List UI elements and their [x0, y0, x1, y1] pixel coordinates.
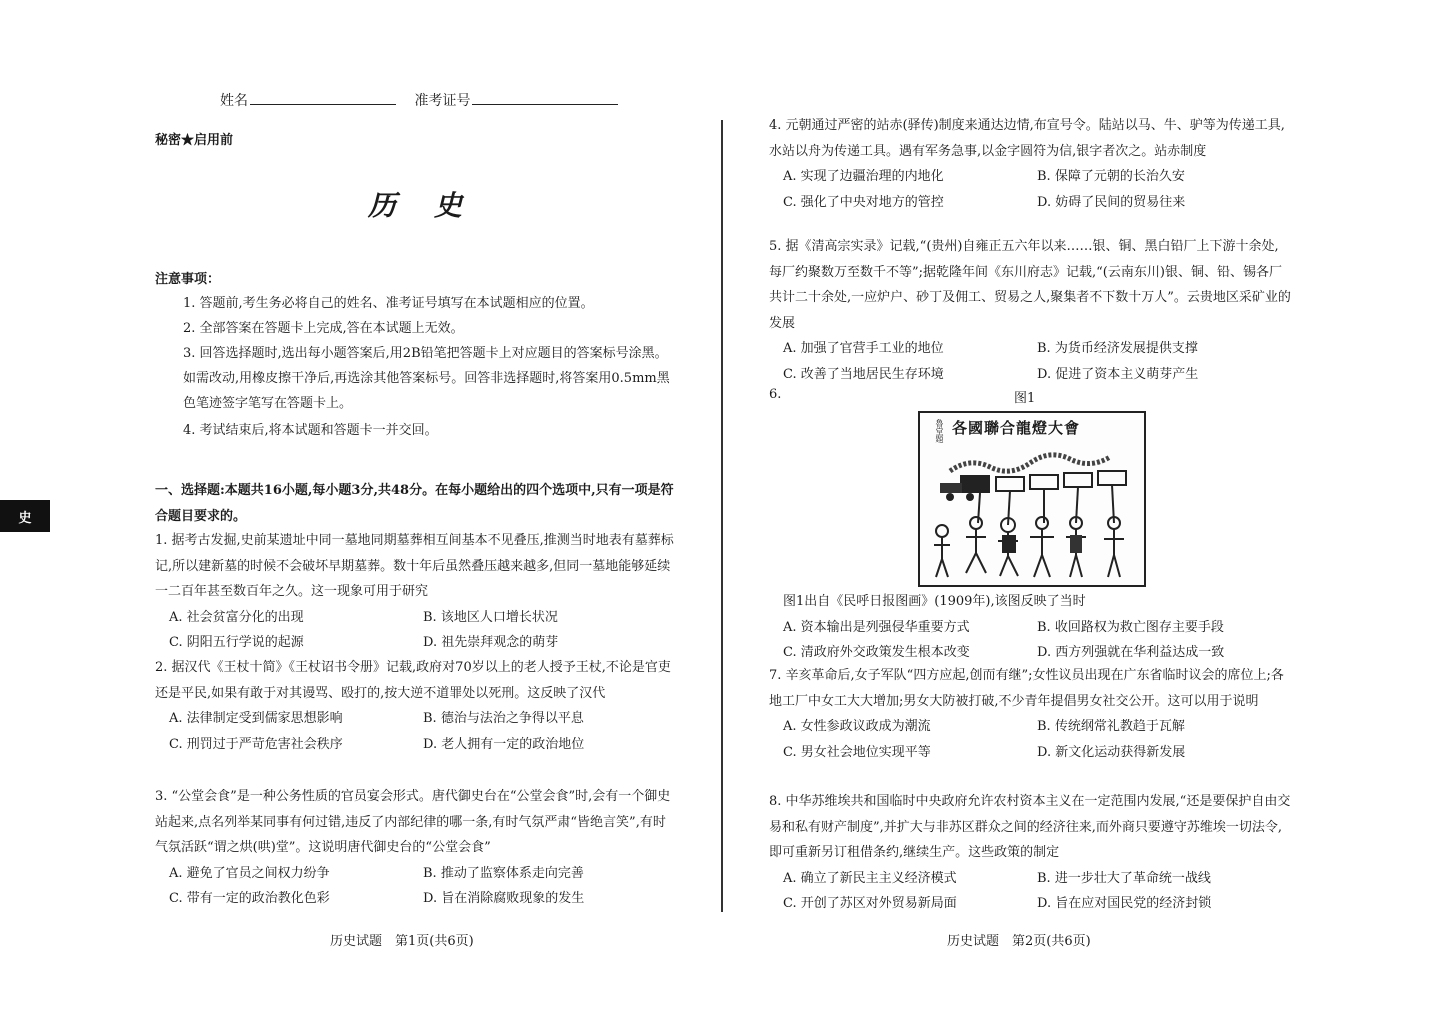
- option-c[interactable]: C. 强化了中央对地方的管控: [783, 194, 944, 210]
- option-b[interactable]: B. 该地区人口增长状况: [423, 609, 558, 625]
- column-divider: [721, 120, 723, 912]
- option-a[interactable]: A. 确立了新民主主义经济模式: [783, 870, 957, 886]
- cartoon-illustration: [920, 413, 1144, 585]
- id-blank[interactable]: [472, 90, 618, 105]
- page-footer-right: 历史试题 第2页(共6页): [947, 934, 1091, 949]
- figure-title: 各國聯合龍燈大會: [952, 419, 1081, 437]
- option-a[interactable]: A. 避免了官员之间权力纷争: [169, 865, 330, 881]
- section-heading: 一、选择题:本题共16小题,每小题3分,共48分。在每小题给出的四个选项中,只有一项是符合题目要求的。: [155, 483, 674, 524]
- option-b[interactable]: B. 德治与法治之争得以平息: [423, 711, 584, 726]
- option-c[interactable]: C. 改善了当地居民生存环境: [783, 366, 944, 382]
- note-item: 2. 全部答案在答题卡上完成,答在本试题上无效。: [183, 321, 464, 336]
- option-b[interactable]: B. 收回路权为救亡图存主要手段: [1037, 619, 1224, 635]
- candidate-header: [220, 90, 632, 110]
- option-c[interactable]: C. 男女社会地位实现平等: [783, 744, 931, 760]
- question-stem: 8. 中华苏维埃共和国临时中央政府允许农村资本主义在一定范围内发展,“还是要保护自由交易和私有财产制度”,并扩大与非苏区群众之间的经济往来,而外商只要遵守苏维埃一切法令,即可重新另订租借条约,继续生产。这些政策的制定: [769, 794, 1291, 860]
- option-b[interactable]: B. 为货币经济发展提供支撑: [1037, 341, 1198, 356]
- note-item: 4. 考试结束后,将本试题和答题卡一并交回。: [183, 423, 438, 438]
- option-d[interactable]: D. 老人拥有一定的政治地位: [423, 736, 585, 752]
- option-c[interactable]: C. 带有一定的政治教化色彩: [169, 891, 330, 906]
- question-6-number: 6.: [769, 387, 782, 402]
- option-b[interactable]: B. 推动了监察体系走向完善: [423, 865, 584, 881]
- question-stem: 3. “公堂会食”是一种公务性质的官员宴会形式。唐代御史台在“公堂会食”时,会有一个御史站起来,点名列举某同事有何过错,违反了内部纪律的哪一条,有时气氛严肃“皆绝言笑”,有时气氛活跃“谓之烘(哄)堂”。这说明唐代御史台的“公堂会食”: [155, 789, 671, 855]
- subject-side-tab: 史: [0, 500, 50, 532]
- option-a[interactable]: A. 法律制定受到儒家思想影响: [169, 711, 343, 726]
- option-a[interactable]: A. 社会贫富分化的出现: [169, 609, 304, 625]
- figure-label: 图1: [1014, 391, 1036, 406]
- question-6: [769, 589, 1291, 666]
- question-stem: 4. 元朝通过严密的站赤(驿传)制度来通达边情,布宣号令。陆站以马、牛、驴等为传递工具,水站以舟为传递工具。遇有军务急事,以金字圆符为信,银字者次之。站赤制度: [769, 118, 1285, 159]
- option-a[interactable]: A. 加强了官营手工业的地位: [783, 341, 944, 356]
- question-4: [769, 113, 1291, 215]
- option-d[interactable]: D. 旨在消除腐败现象的发生: [423, 891, 585, 906]
- question-5: [769, 234, 1291, 387]
- question-3: [155, 784, 677, 912]
- option-d[interactable]: D. 妨碍了民间的贸易往来: [1037, 194, 1186, 210]
- question-2: [155, 655, 677, 757]
- page-title: 历史: [368, 189, 501, 222]
- page-footer-left: 历史试题 第1页(共6页): [330, 934, 474, 949]
- option-b[interactable]: B. 保障了元朝的长治久安: [1037, 169, 1185, 184]
- option-c[interactable]: C. 阴阳五行学说的起源: [169, 635, 304, 650]
- figure-side-inscription: 魯堂題: [935, 419, 944, 443]
- option-c[interactable]: C. 刑罚过于严苛危害社会秩序: [169, 736, 343, 752]
- option-b[interactable]: B. 进一步壮大了革命统一战线: [1037, 870, 1211, 886]
- id-label: 准考证号: [414, 93, 471, 109]
- name-blank[interactable]: [250, 90, 396, 105]
- secret-label: 秘密★启用前: [155, 133, 234, 148]
- option-d[interactable]: D. 促进了资本主义萌芽产生: [1037, 366, 1199, 382]
- option-d[interactable]: D. 祖先崇拜观念的萌芽: [423, 635, 559, 650]
- question-stem: 1. 据考古发掘,史前某遗址中同一墓地同期墓葬相互间基本不见叠压,推测当时地表有墓葬标记,所以建新墓的时候不会破坏早期墓葬。数十年后虽然叠压越来越多,但同一墓地能够延续一二百年甚至数百年之久。这一现象可用于研究: [155, 533, 674, 599]
- option-a[interactable]: A. 实现了边疆治理的内地化: [783, 169, 944, 184]
- question-stem: 7. 辛亥革命后,女子军队“四方应起,创而有继”;女性议员出现在广东省临时议会的席位上;各地工厂中女工大大增加;男女大防被打破,不少青年提倡男女社交公开。这可以用于说明: [769, 668, 1284, 709]
- option-c[interactable]: C. 开创了苏区对外贸易新局面: [783, 896, 957, 911]
- name-label: 姓名: [220, 93, 248, 109]
- note-item: 3. 回答选择题时,选出每小题答案后,用2B铅笔把答题卡上对应题目的答案标号涂黑。如需改动,用橡皮擦干净后,再选涂其他答案标号。回答非选择题时,将答案用0.5mm黑色笔迹签字笔写在答题卡上。: [183, 346, 670, 411]
- question-8: [769, 789, 1291, 917]
- cartoon-figure: [918, 411, 1146, 587]
- note-item: 1. 答题前,考生务必将自己的姓名、准考证号填写在本试题相应的位置。: [183, 296, 594, 311]
- question-7: [769, 663, 1291, 765]
- question-stem: 5. 据《清高宗实录》记载,“(贵州)自雍正五六年以来……银、铜、黑白铅厂上下游十余处,每厂约聚数万至数千不等”;据乾隆年间《东川府志》记载,“(云南东川)银、铜、铅、锡各厂共计二十余处,一应炉户、砂丁及佣工、贸易之人,聚集者不下数十万人”。云贵地区采矿业的发展: [769, 239, 1291, 331]
- option-a[interactable]: A. 女性参政议政成为潮流: [783, 719, 931, 734]
- option-a[interactable]: A. 资本输出是列强侵华重要方式: [783, 619, 970, 635]
- option-d[interactable]: D. 旨在应对国民党的经济封锁: [1037, 896, 1212, 911]
- question-stem: 2. 据汉代《王杖十简》《王杖诏书令册》记载,政府对70岁以上的老人授予王杖,不论是官吏还是平民,如果有敢于对其谩骂、殴打的,按大逆不道罪处以死刑。这反映了汉代: [155, 660, 671, 701]
- option-b[interactable]: B. 传统纲常礼教趋于瓦解: [1037, 719, 1185, 734]
- option-d[interactable]: D. 新文化运动获得新发展: [1037, 744, 1186, 760]
- question-1: [155, 528, 677, 656]
- option-d[interactable]: D. 西方列强就在华利益达成一致: [1037, 645, 1225, 660]
- notes-heading: 注意事项：: [155, 272, 221, 287]
- option-c[interactable]: C. 清政府外交政策发生根本改变: [783, 645, 970, 660]
- question-stem: 图1出自《民呼日报图画》(1909年),该图反映了当时: [783, 594, 1086, 609]
